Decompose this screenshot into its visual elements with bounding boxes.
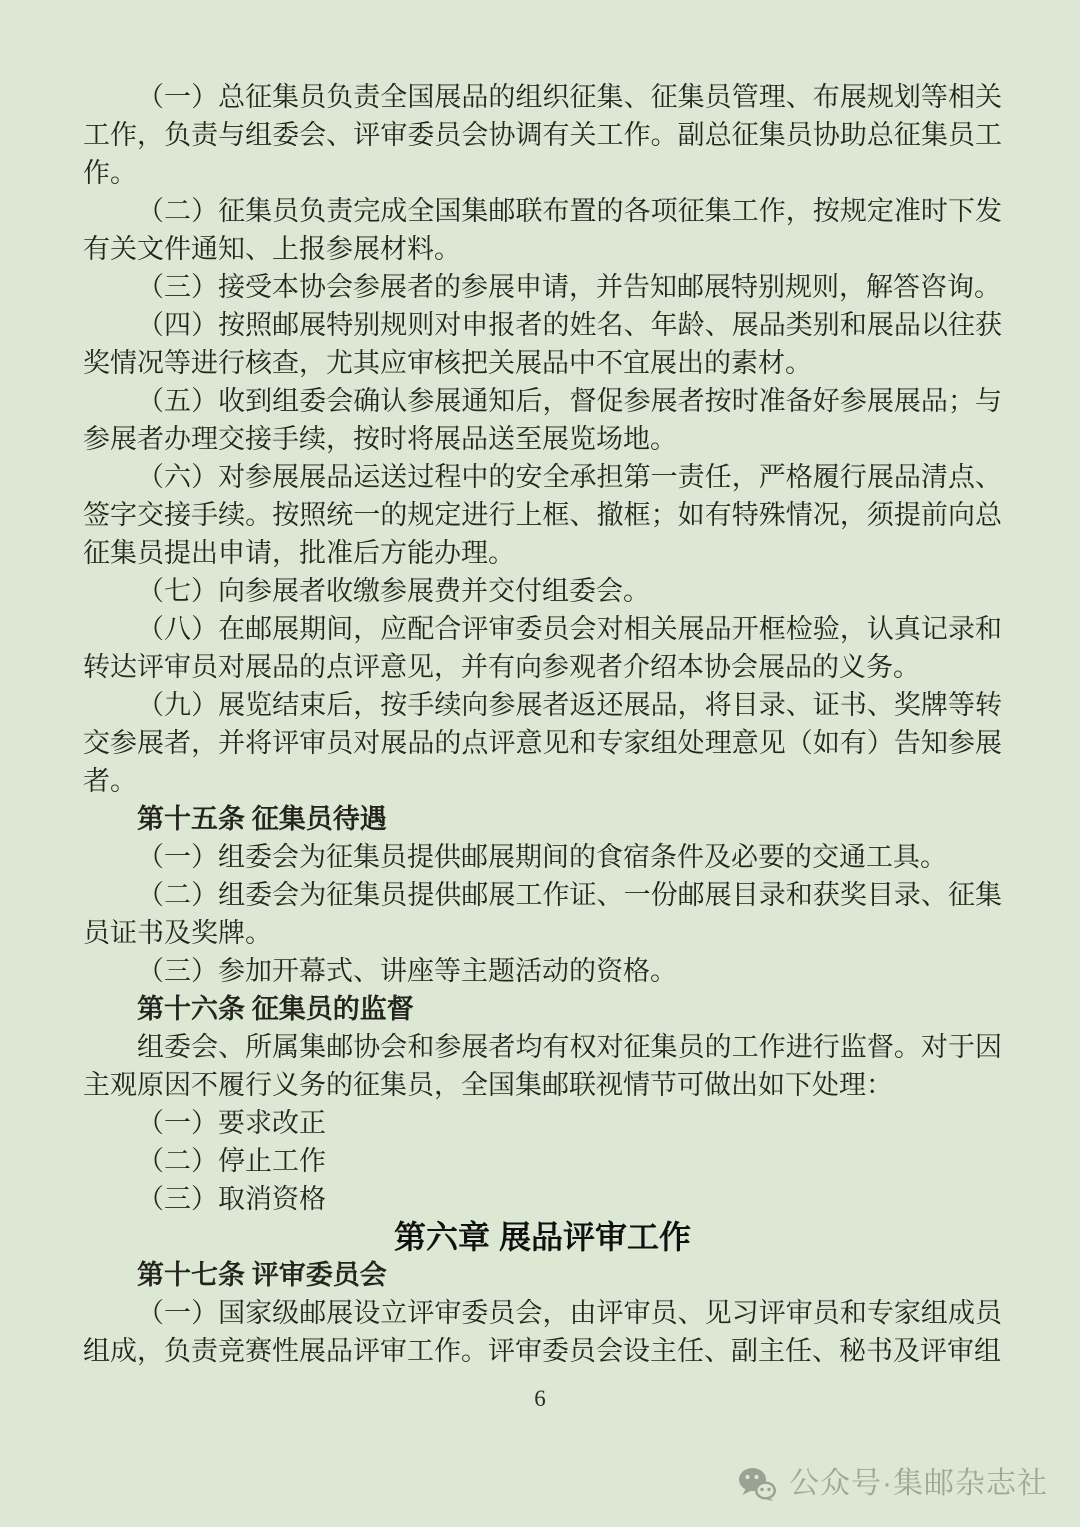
watermark <box>738 1467 1048 1501</box>
paragraph: （一）组委会为征集员提供邮展期间的食宿条件及必要的交通工具。 <box>137 842 947 872</box>
paragraph: （二）停止工作 <box>137 1146 326 1176</box>
paragraph: （三）参加开幕式、讲座等主题活动的资格。 <box>137 956 677 986</box>
paragraph: （四）按照邮展特别规则对申报者的姓名、年龄、展品类别和展品以往获奖情况等进行核查，尤其应审核把关展品中不宜展出的素材。 <box>83 310 1002 378</box>
page-number: 6 <box>534 1386 546 1411</box>
watermark-label: 公众号·集邮杂志社 <box>789 1467 1048 1500</box>
chapter-heading: 第六章 展品评审工作 <box>394 1219 691 1255</box>
paragraph: （三）接受本协会参展者的参展申请，并告知邮展特别规则，解答咨询。 <box>137 272 1001 302</box>
document-body <box>83 78 1002 1370</box>
paragraph: （一）总征集员负责全国展品的组织征集、征集员管理、布展规划等相关工作，负责与组委会、评审委员会协调有关工作。副总征集员协助总征集员工作。 <box>83 82 1002 188</box>
paragraph: （二）组委会为征集员提供邮展工作证、一份邮展目录和获奖目录、征集员证书及奖牌。 <box>83 880 1002 948</box>
wechat-icon <box>738 1467 776 1501</box>
paragraph: （八）在邮展期间，应配合评审委员会对相关展品开框检验，认真记录和转达评审员对展品的点评意见，并有向参观者介绍本协会展品的义务。 <box>83 614 1002 682</box>
article-heading: 第十七条 评审委员会 <box>137 1260 387 1290</box>
article-heading: 第十五条 征集员待遇 <box>137 804 387 834</box>
paragraph: （五）收到组委会确认参展通知后，督促参展者按时准备好参展展品；与参展者办理交接手续，按时将展品送至展览场地。 <box>83 386 1002 454</box>
article-heading: 第十六条 征集员的监督 <box>137 994 414 1024</box>
paragraph: （七）向参展者收缴参展费并交付组委会。 <box>137 576 650 606</box>
paragraph: （三）取消资格 <box>137 1184 326 1214</box>
paragraph: 组委会、所属集邮协会和参展者均有权对征集员的工作进行监督。对于因主观原因不履行义务的征集员，全国集邮联视情节可做出如下处理： <box>83 1032 1002 1100</box>
paragraph: （九）展览结束后，按手续向参展者返还展品，将目录、证书、奖牌等转交参展者，并将评审员对展品的点评意见和专家组处理意见（如有）告知参展者。 <box>83 690 1002 796</box>
paragraph: （一）要求改正 <box>137 1108 326 1138</box>
paragraph: （一）国家级邮展设立评审委员会，由评审员、见习评审员和专家组成员组成，负责竞赛性展品评审工作。评审委员会设主任、副主任、秘书及评审组 <box>83 1298 1002 1366</box>
paragraph: （二）征集员负责完成全国集邮联布置的各项征集工作，按规定准时下发有关文件通知、上报参展材料。 <box>83 196 1002 264</box>
paragraph: （六）对参展展品运送过程中的安全承担第一责任，严格履行展品清点、签字交接手续。按照统一的规定进行上框、撤框；如有特殊情况，须提前向总征集员提出申请，批准后方能办理。 <box>83 462 1002 568</box>
